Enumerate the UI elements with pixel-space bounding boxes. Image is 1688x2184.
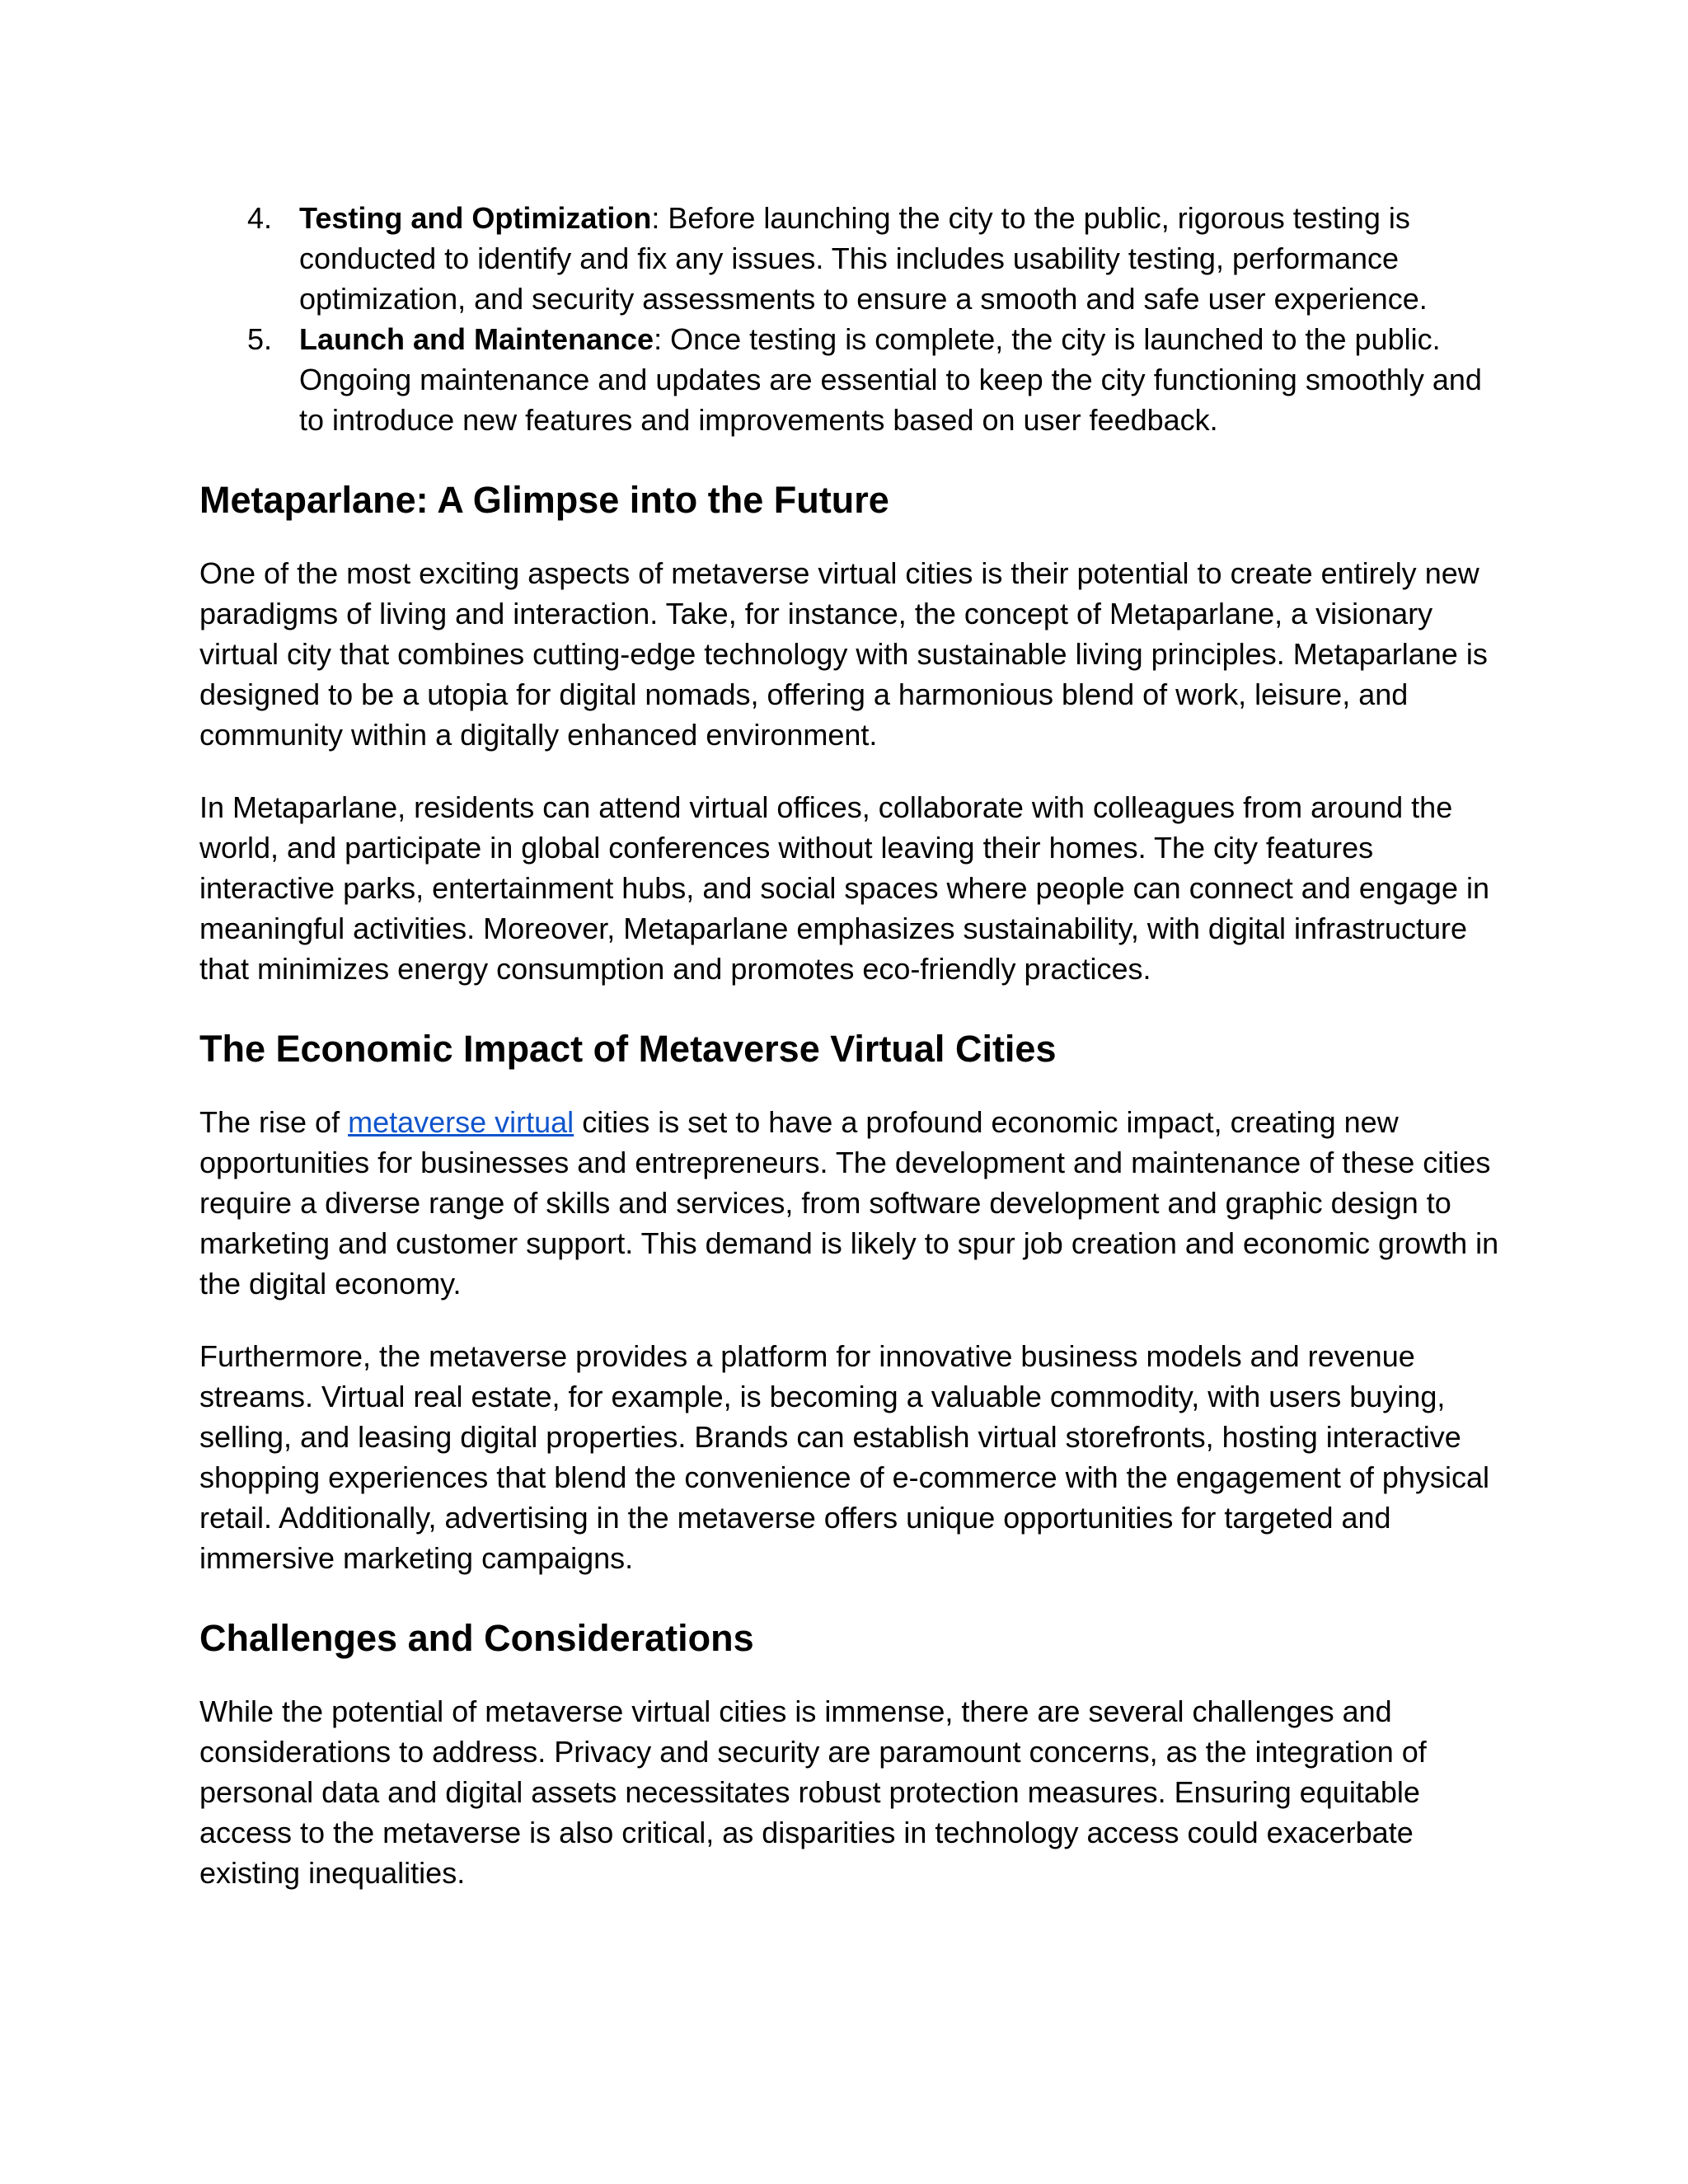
list-number: 5. <box>247 322 273 356</box>
list-item <box>199 319 1502 440</box>
paragraph <box>199 1102 1502 1304</box>
metaverse-virtual-link[interactable]: metaverse virtual <box>348 1105 574 1139</box>
paragraph: While the potential of metaverse virtual cities is immense, there are several challenges and considerations to address. Privacy and security are paramount concerns, as the integration of personal data and digital assets necessitates robust protection measures. Ensuring equitable access to the metaverse is also critical, as disparities in technology access could exacerbate existing inequalities. <box>199 1694 1427 1890</box>
list-item-term: Launch and Maintenance <box>299 322 654 356</box>
paragraph-text: cities is set to have a profound economic impact, creating new opportunities for businesses and entrepreneurs. The development and maintenance of these cities require a diverse range of skills and services, from software development and graphic design to marketing and customer support. This demand is likely to spur job creation and economic growth in the digital economy. <box>199 1105 1499 1301</box>
list-item-text: : Before launching the city to the public, rigorous testing is conducted to identify and fix any issues. This includes usability testing, performance optimization, and security assessments to ensure a smooth and safe user experience. <box>299 201 1428 316</box>
list-item-text: : Once testing is complete, the city is launched to the public. Ongoing maintenance and updates are essential to keep the city functioning smoothly and to introduce new features and improvements based on user feedback. <box>299 322 1482 437</box>
section-heading-challenges: Challenges and Considerations <box>199 1617 754 1659</box>
document-page <box>199 198 1502 1893</box>
paragraph: One of the most exciting aspects of metaverse virtual cities is their potential to create entirely new paradigms of living and interaction. Take, for instance, the concept of Metaparlane, a visionary virtual city that combines cutting-edge technology with sustainable living principles. Metaparlane is designed to be a utopia for digital nomads, offering a harmonious blend of work, leisure, and community within a digitally enhanced environment. <box>199 556 1488 752</box>
numbered-list <box>199 198 1502 440</box>
paragraph-text: The rise of <box>199 1105 349 1139</box>
list-item-term: Testing and Optimization <box>299 201 652 235</box>
paragraph: Furthermore, the metaverse provides a platform for innovative business models and revenue streams. Virtual real estate, for example, is becoming a valuable commodity, with users buying, selling, and leasing digital properties. Brands can establish virtual storefronts, hosting interactive shopping experiences that blend the convenience of e-commerce with the engagement of physical retail. Additionally, advertising in the metaverse offers unique opportunities for targeted and immersive marketing campaigns. <box>199 1339 1489 1575</box>
section-heading-metaparlane: Metaparlane: A Glimpse into the Future <box>199 479 889 521</box>
list-item <box>199 198 1502 319</box>
list-number: 4. <box>247 201 273 235</box>
paragraph: In Metaparlane, residents can attend virtual offices, collaborate with colleagues from around the world, and participate in global conferences without leaving their homes. The city features interactive parks, entertainment hubs, and social spaces where people can connect and engage in meaningful activities. Moreover, Metaparlane emphasizes sustainability, with digital infrastructure that minimizes energy consumption and promotes eco-friendly practices. <box>199 790 1489 986</box>
section-heading-economic-impact: The Economic Impact of Metaverse Virtual Cities <box>199 1028 1057 1070</box>
